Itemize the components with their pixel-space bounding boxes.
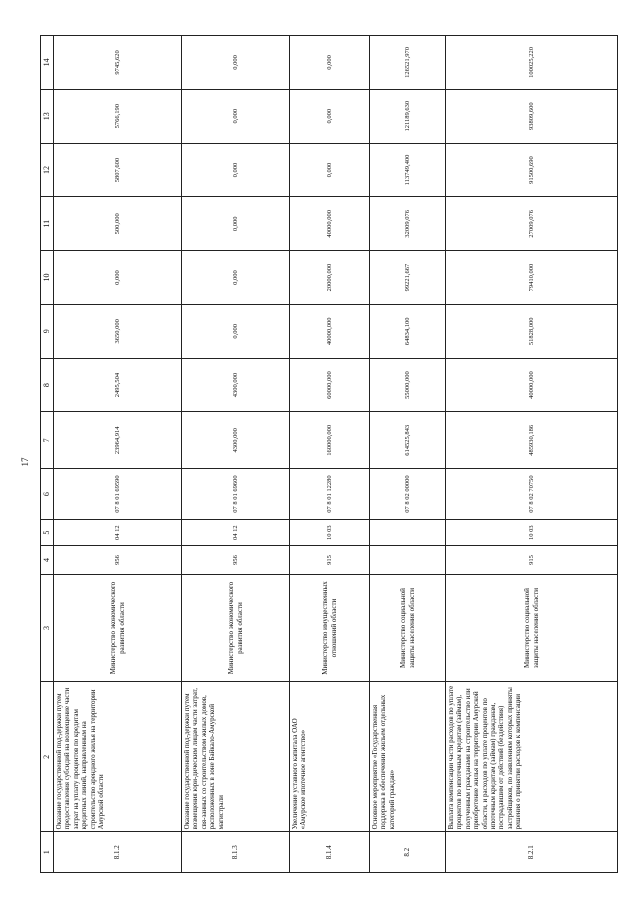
cell-c14: 0,000 [290,36,370,90]
row-responsible: Министерство социальной защиты населения области [446,574,618,682]
col-number: 2 [41,682,54,832]
row-responsible: Министерство экономического развития области [54,574,182,682]
cell-c6: 07 8 01 69590 [54,469,182,520]
cell-c12: 5807,600 [54,143,182,197]
cell-c11: 0,000 [182,197,290,251]
cell-c13: 93809,600 [446,89,618,143]
cell-c13: 121189,630 [370,89,446,143]
col-number: 14 [41,36,54,90]
cell-c12: 91500,690 [446,143,618,197]
cell-c12: 0,000 [182,143,290,197]
table-row [182,36,290,873]
cell-c11: 27009,076 [446,197,618,251]
col-number: 6 [41,469,54,520]
row-responsible: Министерство имущественных отношений области [290,574,370,682]
table-row [290,36,370,873]
row-description: Увеличение уставного капитала ОАО «Амурское ипотечное агентство» [290,682,370,832]
table-row [446,36,618,873]
row-id: 8.2 [370,832,446,873]
cell-c8: 2495,504 [54,358,182,412]
rotated-table-wrapper [40,35,614,873]
cell-c5: 10 03 [290,519,370,545]
col-number: 3 [41,574,54,682]
cell-c6: 07 8 01 12280 [290,469,370,520]
cell-c13: 0,000 [290,89,370,143]
cell-c13: 0,000 [182,89,290,143]
cell-c7: 160000,000 [290,412,370,469]
table-row [54,36,182,873]
cell-c11: 500,000 [54,197,182,251]
col-number: 1 [41,832,54,873]
cell-c11: 40000,000 [290,197,370,251]
col-number: 7 [41,412,54,469]
cell-c4 [370,546,446,574]
cell-c9: 40000,000 [290,304,370,358]
cell-c4: 956 [182,546,290,574]
cell-c10: 20000,000 [290,251,370,305]
row-id: 8.1.2 [54,832,182,873]
col-number: 12 [41,143,54,197]
cell-c4: 915 [290,546,370,574]
cell-c12: 0,000 [290,143,370,197]
cell-c5: 04 12 [182,519,290,545]
cell-c8: 55000,000 [370,358,446,412]
row-description: Выплата компенсации части расходов по уплате процентов по ипотечным кредитам (займам), полученным гражданами на строительство или приобретение жилья на территории Амурской области, и расходов по уплате процентов по ипотечным кредитам (займам) гражданам, пострадавшим от действий (бездействия) застройщиков, по заявлениям которых приняты решения о принятии расходов к компенсации [446,682,618,832]
cell-c14: 126521,970 [370,36,446,90]
cell-c10: 99221,667 [370,251,446,305]
cell-c10: 0,000 [182,251,290,305]
cell-c9: 0,000 [182,304,290,358]
col-number: 13 [41,89,54,143]
col-number: 8 [41,358,54,412]
col-number: 9 [41,304,54,358]
col-number: 4 [41,546,54,574]
row-id: 8.1.3 [182,832,290,873]
cell-c14: 9745,620 [54,36,182,90]
cell-c4: 956 [54,546,182,574]
cell-c8: 60000,000 [290,358,370,412]
budget-table [40,35,618,873]
cell-c5: 04 12 [54,519,182,545]
cell-c8: 40000,000 [446,358,618,412]
cell-c7: 4300,000 [182,412,290,469]
cell-c6: 07 8 01 69600 [182,469,290,520]
col-number: 11 [41,197,54,251]
cell-c5: 10 03 [446,519,618,545]
cell-c7: 485930,186 [446,412,618,469]
cell-c14: 0,000 [182,36,290,90]
cell-c5 [370,519,446,545]
row-description: Оказание государственной под-держки путем предоставления субсидий на возмещение части затрат на уплату процентов по кредитам кредитных линий, направленным на строительство арендного жилья на территории Амурской области [54,682,182,832]
cell-c14: 100025,220 [446,36,618,90]
cell-c9: 64834,100 [370,304,446,358]
row-responsible: Министерство экономического развития области [182,574,290,682]
cell-c4: 915 [446,546,618,574]
row-description: Основное мероприятие «Государственная поддержка в обеспечении жильем отдельных категорий граждан» [370,682,446,832]
row-description: Оказание государственной под-держки путем возмещения юри-дическим лицам части затрат, свя-занных со строительством жилых домов, расположенных в зоне Байкало-Амурской магистрали [182,682,290,832]
cell-c10: 0,000 [54,251,182,305]
cell-c7: 23964,914 [54,412,182,469]
table-row [370,36,446,873]
row-responsible: Министерство социальной защиты населения области [370,574,446,682]
cell-c6: 07 8 02 70750 [446,469,618,520]
row-id: 8.1.4 [290,832,370,873]
col-number: 10 [41,251,54,305]
page-number: 17 [20,457,30,467]
cell-c11: 32009,076 [370,197,446,251]
cell-c9: 3650,000 [54,304,182,358]
cell-c7: 614525,843 [370,412,446,469]
row-id: 8.2.1 [446,832,618,873]
cell-c10: 79410,000 [446,251,618,305]
column-number-row [41,36,54,873]
cell-c9: 51828,000 [446,304,618,358]
cell-c12: 113749,400 [370,143,446,197]
cell-c8: 4300,000 [182,358,290,412]
cell-c13: 5766,190 [54,89,182,143]
cell-c6: 07 8 02 00000 [370,469,446,520]
col-number: 5 [41,519,54,545]
